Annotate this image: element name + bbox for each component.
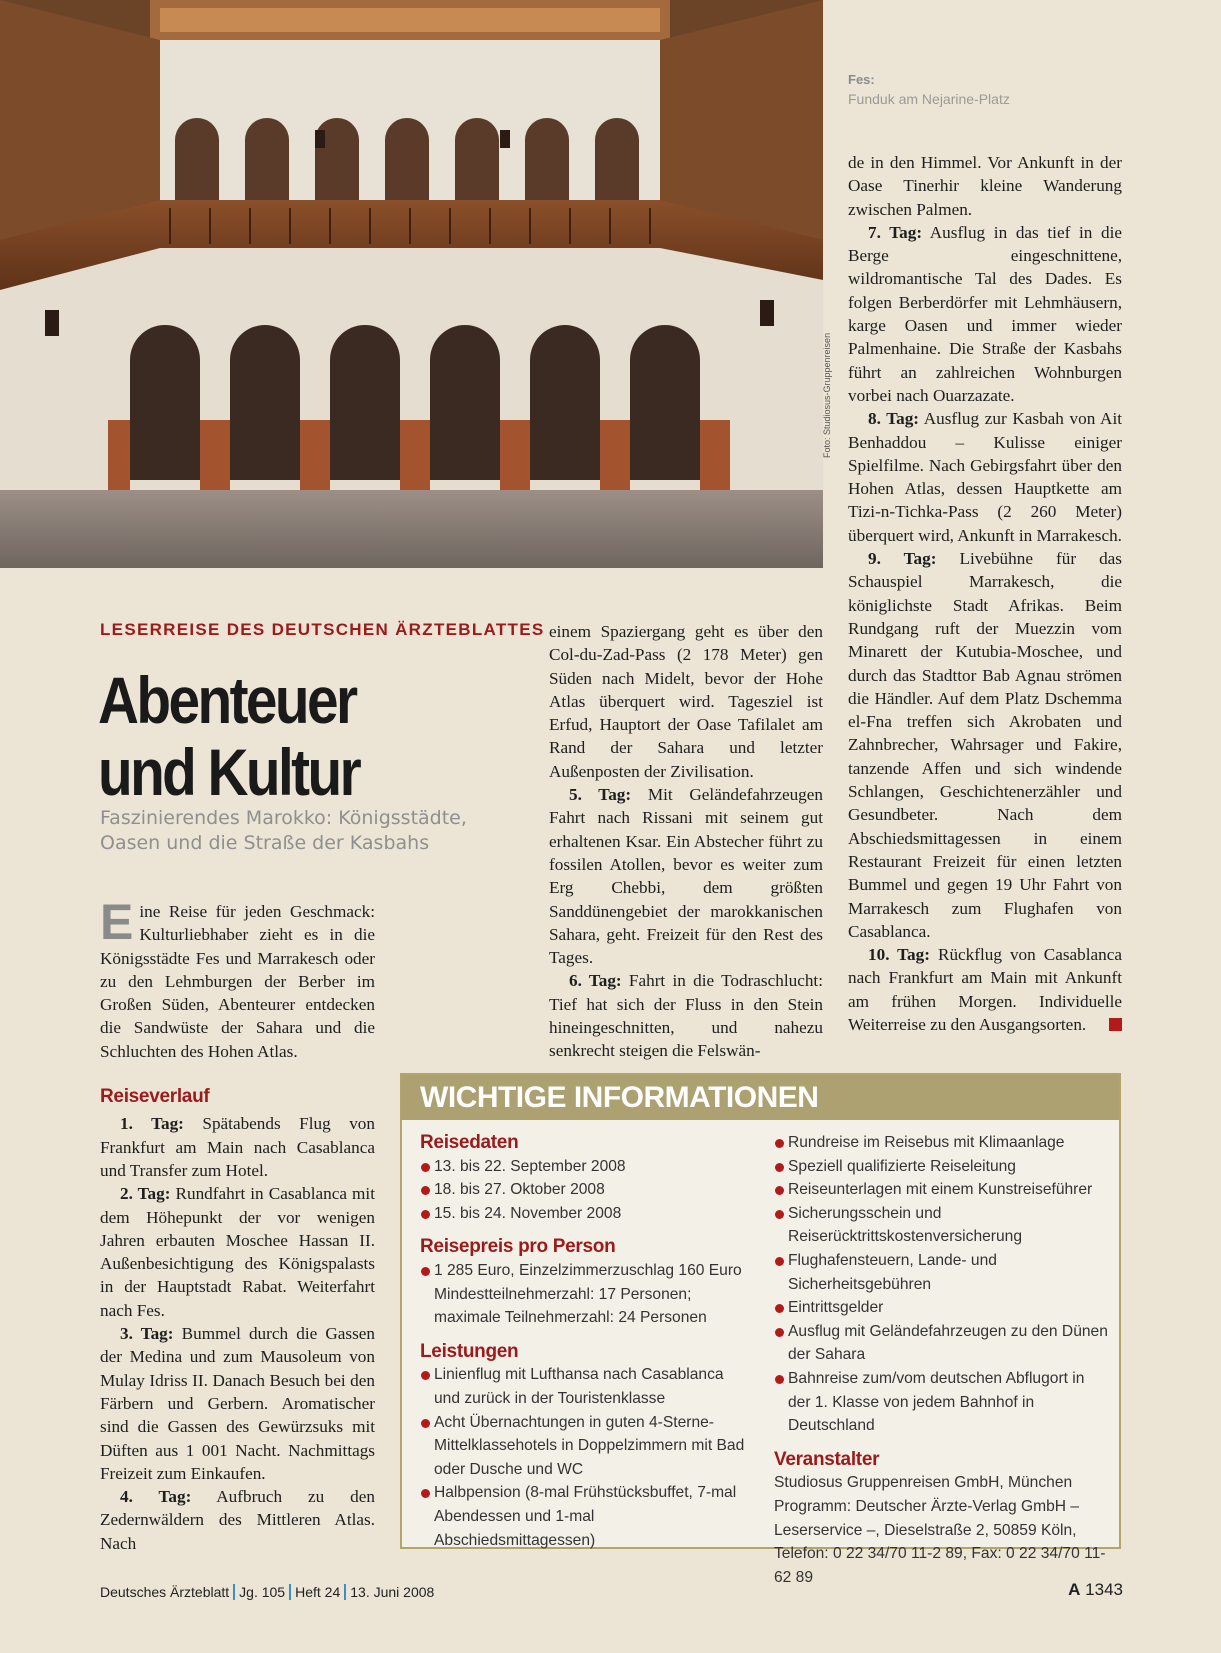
photo-credit: Foto: Studiosus-Gruppenreisen	[822, 332, 832, 458]
text-column-2	[549, 620, 823, 1063]
day-paragraph	[848, 547, 1122, 943]
journal-issue: Heft 24	[295, 1584, 341, 1600]
day-label: 6. Tag:	[569, 971, 622, 991]
info-column-left	[420, 1131, 750, 1552]
day-paragraph-continued	[549, 620, 823, 783]
end-of-article-marker	[1109, 1018, 1122, 1031]
list-item: 18. bis 27. Oktober 2008	[420, 1178, 750, 1202]
day-label: 3. Tag:	[120, 1324, 174, 1344]
list-item: Rundreise im Reisebus mit Klimaanlage	[774, 1131, 1109, 1155]
footer-separator	[289, 1584, 291, 1600]
journal-name: Deutsches Ärzteblatt	[100, 1584, 230, 1600]
day-label: 7. Tag:	[868, 222, 923, 242]
photo-caption	[848, 72, 1010, 107]
list-item: Sicherungsschein und Reiserücktrittskostenversicherung	[774, 1202, 1109, 1249]
reisepreis-heading: Reisepreis pro Person	[420, 1236, 616, 1258]
day-text: Rückflug von Casablanca nach Frankfurt am Main mit Ankunft am frühen Morgen. Individuelle Weiterreise zu den Ausgangsorten.	[848, 945, 1122, 1034]
courtyard-photo	[0, 0, 823, 568]
day-paragraph	[100, 1322, 375, 1485]
text-column-3	[848, 151, 1122, 1036]
list-item: Acht Übernachtungen in guten 4-Sterne-Mittelklassehotels in Doppelzimmern mit Bad oder Dusche und WC	[420, 1411, 750, 1482]
day-text: Aufbruch zu den Zedernwäldern des Mittleren Atlas. Nach	[100, 1487, 375, 1553]
list-item: 13. bis 22. September 2008	[420, 1155, 750, 1179]
footer-separator	[344, 1584, 346, 1600]
headline-line-2: und Kultur	[98, 735, 360, 809]
day-paragraph	[848, 943, 1122, 1036]
day-paragraph	[100, 1485, 375, 1555]
list-item: Bahnreise zum/vom deutschen Abflugort in der 1. Klasse von jedem Bahnhof in Deutschland	[774, 1367, 1109, 1438]
list-item: Eintrittsgelder	[774, 1296, 1109, 1320]
caption-text: Funduk am Nejarine-Platz	[848, 91, 1010, 107]
day-paragraph-continued	[848, 151, 1122, 221]
day-paragraph	[549, 783, 823, 969]
list-item: 1 285 Euro, Einzelzimmerzuschlag 160 Euro Mindestteilnehmerzahl: 17 Personen; maximale Teilnehmerzahl: 24 Personen	[420, 1259, 750, 1330]
courtyard-illustration	[0, 0, 823, 568]
article-subtitle: Faszinierendes Marokko: Königsstädte, Oasen und die Straße der Kasbahs	[100, 807, 467, 854]
day-label: 4. Tag:	[120, 1487, 192, 1507]
day-label: 1. Tag:	[120, 1114, 184, 1134]
day-label: 8. Tag:	[868, 409, 920, 429]
day-label: 9. Tag:	[868, 549, 937, 569]
info-box-heading: WICHTIGE INFORMATIONEN	[402, 1075, 1119, 1120]
veranstalter-text: Studiosus Gruppenreisen GmbH, München Programm: Deutscher Ärzte-Verlag GmbH – Leserservice –, Dieselstraße 2, 50859 Köln, Telefon: 0 22 34/70 11-2 89, Fax: 0 22 34/70 11-62 89	[774, 1474, 1106, 1586]
list-item: Reiseunterlagen mit einem Kunstreiseführer	[774, 1178, 1109, 1202]
article-headline	[98, 664, 442, 808]
headline-line-1: Abenteuer	[98, 663, 356, 737]
day-text: Spätabends Flug von Frankfurt am Main nach Casablanca und Transfer zum Hotel.	[100, 1114, 375, 1180]
list-item: Flughafensteuern, Lande- und Sicherheitsgebühren	[774, 1249, 1109, 1296]
day-text: einem Spaziergang geht es über den Col-du-Zad-Pass (2 178 Meter) gen Süden nach Midelt, bevor der Hohe Atlas überquert wird. Tagesziel ist Erfud, Hauptort der Oase Tafilalet am Rand der Sahara und letzter Außenposten der Zivilisation.	[549, 622, 823, 781]
intro-text: ine Reise für jeden Geschmack: Kulturliebhaber zieht es in die Königsstädte Fes und Marrakesch oder zu den Lehmburgen der Berber im Großen Süden, Abenteurer entdecken die Sandwüste der Sahara und die Schluchten des Hohen Atlas.	[100, 902, 375, 1061]
list-item: Ausflug mit Geländefahrzeugen zu den Dünen der Sahara	[774, 1320, 1109, 1367]
reisepreis-list	[420, 1259, 750, 1330]
reisedaten-list	[420, 1155, 750, 1226]
day-paragraph	[100, 1182, 375, 1322]
drop-cap: E	[100, 894, 134, 950]
day-text: Ausflug zur Kasbah von Ait Benhaddou – Kulisse einiger Spielfilme. Nach Gebirgsfahrt über den Hohen Atlas, dessen Hauptkette am Tizi-n-Tichka-Pass (2 260 Meter) überquert wird, Ankunft in Marrakesch.	[848, 409, 1122, 545]
page-number-value: 1343	[1085, 1580, 1123, 1599]
day-text: de in den Himmel. Vor Ankunft in der Oase Tinerhir kleine Wanderung zwischen Palmen.	[848, 153, 1122, 219]
info-column-right	[774, 1131, 1109, 1589]
day-label: 5. Tag:	[569, 785, 632, 805]
footer-separator	[233, 1584, 235, 1600]
reisedaten-heading: Reisedaten	[420, 1132, 519, 1153]
day-paragraph	[100, 1112, 375, 1182]
page-footer	[100, 1584, 434, 1600]
leistungen-list-left	[420, 1363, 750, 1552]
section-heading-reiseverlauf: Reiseverlauf	[100, 1086, 210, 1108]
day-text: Mit Geländefahrzeugen Fahrt nach Rissani mit seinem gut erhaltenen Ksar. Ein Abstecher führt zu fossilen Atollen, bevor es weiter zum Erg Chebbi, dem größten Sanddünengebiet der marokkanischen Sahara, geht. Freizeit für den Rest des Tages.	[549, 785, 823, 968]
page-number	[1068, 1580, 1123, 1600]
leistungen-heading: Leistungen	[420, 1340, 519, 1362]
day-text: Rundfahrt in Casablanca mit dem Höhepunkt der vor wenigen Jahren erbauten Moschee Hassan II. Außenbesichtigung des Königspalasts in der Hauptstadt Rabat. Weiterfahrt nach Fes.	[100, 1184, 375, 1320]
veranstalter-heading: Veranstalter	[774, 1448, 880, 1470]
list-item: Halbpension (8-mal Frühstücksbuffet, 7-mal Abendessen und 1-mal Abschiedsmittagessen)	[420, 1481, 750, 1552]
list-item: 15. bis 24. November 2008	[420, 1202, 750, 1226]
info-box	[400, 1073, 1121, 1586]
intro-paragraph	[100, 894, 375, 1063]
caption-title: Fes:	[848, 72, 875, 87]
day-text: Ausflug in das tief in die Berge eingeschnittene, wildromantische Tal des Dades. Es folgen Berberdörfer mit Lehmhäusern, karge Oasen und immer wieder Palmenhaine. Die Straße der Kasbahs führt an zahlreichen Wohnburgen vorbei nach Ouarzazate.	[848, 222, 1122, 405]
day-paragraph	[848, 407, 1122, 547]
day-text: Fahrt in die Todraschlucht: Tief hat sich der Fluss in den Stein hineingeschnitten, und nahezu senkrecht steigen die Felswän-	[549, 971, 823, 1061]
list-item: Linienflug mit Lufthansa nach Casablanca und zurück in der Touristenklasse	[420, 1363, 750, 1410]
text-column-1	[100, 894, 375, 1555]
day-paragraph	[848, 221, 1122, 407]
page-prefix: A	[1068, 1580, 1081, 1599]
article-kicker: LESERREISE DES DEUTSCHEN ÄRZTEBLATTES	[100, 620, 545, 639]
issue-date: 13. Juni 2008	[350, 1584, 435, 1600]
day-label: 2. Tag:	[120, 1184, 171, 1204]
leistungen-list-right	[774, 1131, 1109, 1438]
day-label: 10. Tag:	[868, 945, 930, 965]
day-text: Livebühne für das Schauspiel Marrakesch, die königlichste Stadt Afrikas. Beim Rundgang ruft der Muezzin vom Minarett der Kutubia-Moschee, und durch das Stadttor Bab Agnau strömen die Händler. Auf dem Platz Dschemma el-Fna treffen sich Akrobaten und Zahnbrecher, Wahrsager und Fakire, tanzende Affen und sich windende Schlangen, Geschichtenerzähler und Gesundbeter. Nach dem Abschiedsmittagessen in einem Restaurant Freizeit für einen letzten Bummel und gegen 19 Uhr Fahrt von Marrakesch zum Flughafen von Casablanca.	[848, 549, 1122, 941]
list-item: Speziell qualifizierte Reiseleitung	[774, 1155, 1109, 1179]
day-text: Bummel durch die Gassen der Medina und zum Mausoleum von Mulay Idriss II. Danach Besuch bei den Färbern und Gerbern. Aromatischer sind die Gassen des Gewürzsuks mit Düften aus 1 001 Nacht. Nachmittags Freizeit zum Einkaufen.	[100, 1324, 375, 1483]
day-paragraph	[549, 969, 823, 1062]
journal-volume: Jg. 105	[239, 1584, 286, 1600]
